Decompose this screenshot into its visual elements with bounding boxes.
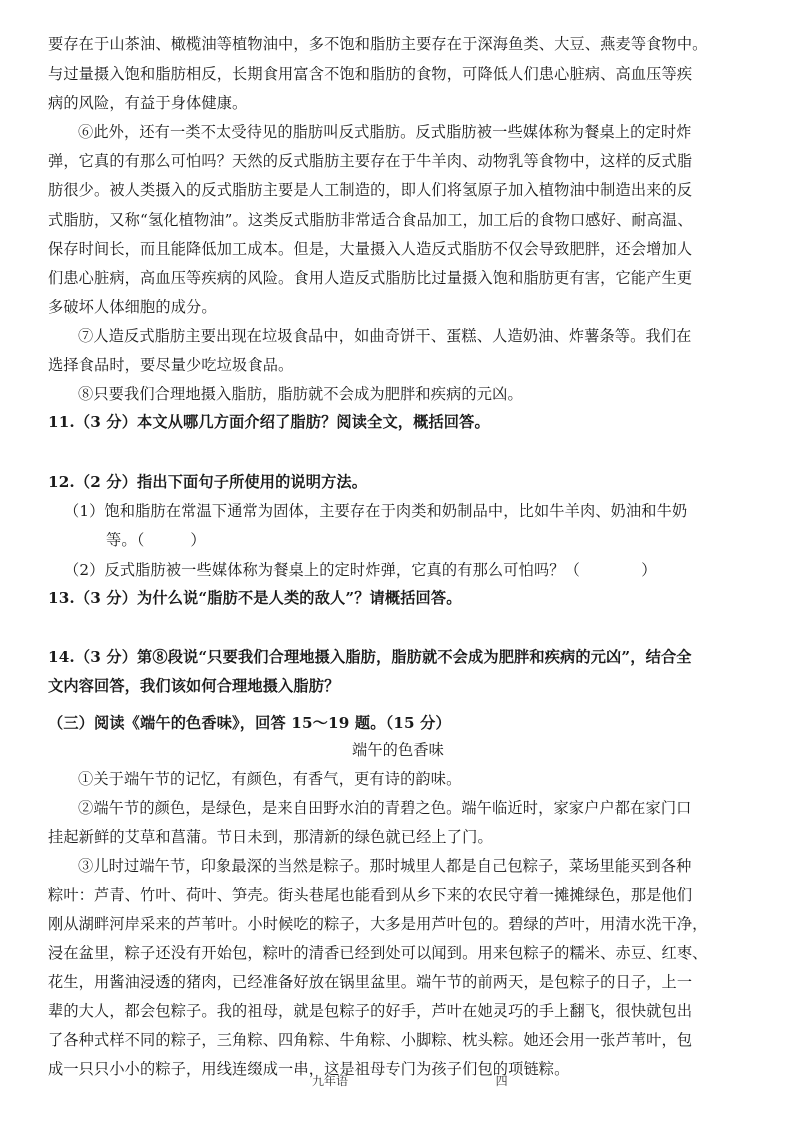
question-13: 13.（3 分）为什么说“脂肪不是人类的敌人”？请概括回答。 xyxy=(48,589,462,607)
paragraph-line: 多破坏人体细胞的成分。 xyxy=(48,298,217,316)
paragraph-line: 刚从湖畔河岸采来的芦苇叶。小时候吃的粽子，大多是用芦叶包的。碧绿的芦叶，用清水洗干净， xyxy=(48,915,708,933)
paragraph-line: 要存在于山茶油、橄榄油等植物油中，多不饱和脂肪主要存在于深海鱼类、大豆、燕麦等食物中。 xyxy=(48,35,708,53)
paragraph-line: 花生，用酱油浸透的猪肉，已经准备好放在锅里盆里。端午节的前两天，是包粽子的日子，上一 xyxy=(48,973,693,991)
paragraph-line: ③儿时过端午节，印象最深的当然是粽子。那时城里人都是自己包粽子，菜场里能买到各种 xyxy=(78,857,692,875)
paragraph-line: 式脂肪，又称“氢化植物油”。这类反式脂肪非常适合食品加工，加工后的食物口感好、耐高温、 xyxy=(48,211,693,229)
paragraph-line: ②端午节的颜色，是绿色，是来自田野水泊的青碧之色。端午临近时，家家户户都在家门口 xyxy=(78,799,692,817)
page-footer xyxy=(312,1072,508,1089)
paragraph-line: 保存时间长，而且能降低加工成本。但是，大量摄入人造反式脂肪不仅会导致肥胖，还会增加人 xyxy=(48,240,693,258)
question-12-item-1-cont: 等。（ ） xyxy=(106,531,206,549)
paragraph-line: ⑧只要我们合理地摄入脂肪，脂肪就不会成为肥胖和疾病的元凶。 xyxy=(78,385,523,403)
paragraph-line: 们患心脏病，高血压等疾病的风险。食用人造反式脂肪比过量摄入饱和脂肪更有害，它能产生更 xyxy=(48,269,693,287)
paragraph-line: 浸在盆里，粽子还没有开始包，粽叶的清香已经到处可以闻到。用来包粽子的糯米、赤豆、红枣、 xyxy=(48,944,708,962)
paragraph-line: 了各种式样不同的粽子，三角粽、四角粽、牛角粽、小脚粽、枕头粽。她还会用一张芦苇叶，包 xyxy=(48,1031,693,1049)
article-title: 端午的色香味 xyxy=(352,741,445,759)
paragraph-line: 成一只只小小的粽子，用线连缀成一串，这是祖母专门为孩子们包的项链粽。 xyxy=(48,1060,570,1078)
paragraph-line: 肪很少。被人类摄入的反式脂肪主要是人工制造的，即人们将氢原子加入植物油中制造出来的反 xyxy=(48,181,693,199)
paragraph-line: 与过量摄入饱和脂肪相反，长期食用富含不饱和脂肪的食物，可降低人们患心脏病、高血压等疾 xyxy=(48,65,693,83)
question-12: 12.（2 分）指出下面句子所使用的说明方法。 xyxy=(48,473,368,491)
footer-grade: 九年语 xyxy=(312,1074,349,1088)
question-11: 11.（3 分）本文从哪几方面介绍了脂肪？阅读全文，概括回答。 xyxy=(48,413,490,431)
paragraph-line: 粽叶：芦青、竹叶、荷叶、笋壳。街头巷尾也能看到从乡下来的农民守着一摊摊绿色，那是他们 xyxy=(48,886,693,904)
paragraph-line: 弹，它真的有那么可怕吗？天然的反式脂肪主要存在于牛羊肉、动物乳等食物中，这样的反式脂 xyxy=(48,152,693,170)
paragraph-line: 选择食品时，要尽量少吃垃圾食品。 xyxy=(48,356,294,374)
question-12-item-1: （1）饱和脂肪在常温下通常为固体，主要存在于肉类和奶制品中，比如牛羊肉、奶油和牛奶 xyxy=(64,502,688,520)
section-header: （三）阅读《端午的色香味》，回答 15～19 题。（15 分） xyxy=(48,714,451,732)
footer-page-number: 四 xyxy=(495,1074,508,1088)
paragraph-line: ⑥此外，还有一类不太受待见的脂肪叫反式脂肪。反式脂肪被一些媒体称为餐桌上的定时炸 xyxy=(78,123,692,141)
paragraph-line: 辈的大人，都会包粽子。我的祖母，就是包粽子的好手，芦叶在她灵巧的手上翻飞，很快就包出 xyxy=(48,1002,693,1020)
paragraph-line: 病的风险，有益于身体健康。 xyxy=(48,94,248,112)
paragraph-line: ⑦人造反式脂肪主要出现在垃圾食品中，如曲奇饼干、蛋糕、人造奶油、炸薯条等。我们在 xyxy=(78,327,692,345)
question-12-item-2: （2）反式脂肪被一些媒体称为餐桌上的定时炸弹，它真的有那么可怕吗？（ ） xyxy=(64,561,657,579)
paragraph-line: 挂起新鲜的艾草和菖蒲。节日未到，那清新的绿色就已经上了门。 xyxy=(48,828,493,846)
question-14-cont: 文内容回答，我们该如何合理地摄入脂肪？ xyxy=(48,677,340,695)
paragraph-line: ①关于端午节的记忆，有颜色，有香气，更有诗的韵味。 xyxy=(78,770,462,788)
question-14: 14.（3 分）第⑧段说“只要我们合理地摄入脂肪，脂肪就不会成为肥胖和疾病的元凶”，结合全 xyxy=(48,648,692,666)
